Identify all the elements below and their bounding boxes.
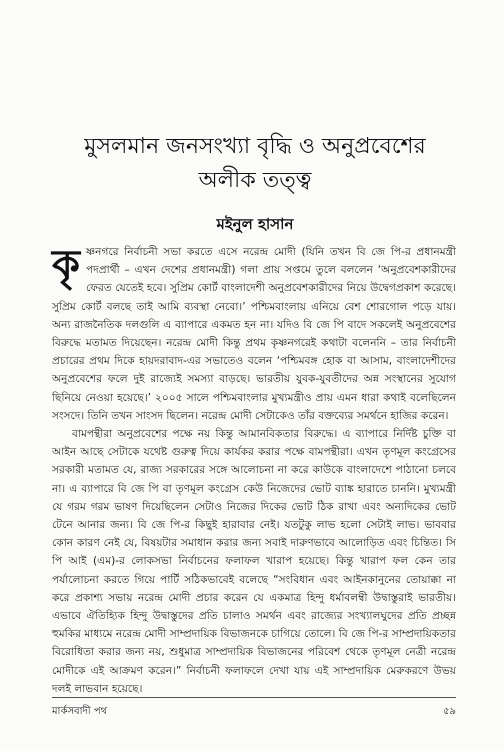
journal-name: মার্কসবাদী পথ bbox=[52, 706, 108, 717]
author-name: মইনুল হাসান bbox=[216, 215, 294, 233]
drop-cap: কৃ bbox=[52, 242, 80, 288]
paragraph-1 bbox=[52, 243, 456, 425]
title-line-1: মুসলমান জনসংখ্যা বৃদ্ধি ও অনুপ্রবেশের bbox=[84, 134, 426, 159]
paragraph-1-text: ষ্ণনগরে নির্বাচনী সভা করতে এসে নরেন্দ্র মোদী (যিনি তখন বি জে পি-র প্রধানমন্ত্রী পদপ্রার্থী – এখন দেশের প্রধানমন্ত্রী) গলা প্রায় সপ্তমে তুলে বললেন ‘অনুপ্রবেশকারীদের ফেরত যেতেই হবে। সুপ্রিম কোর্ট বাংলাদেশী অনুপ্রবেশকারীদের নিয়ে উদ্বেগপ্রকাশ করেছে। সুপ্রিম কোর্ট বলছে তাই আমি ব্যবস্থা নেবো।’ পশ্চিমবাংলায় এনিয়ে বেশ শোরগোল পড়ে যায়। অন্য রাজনৈতিক দলগুলি এ ব্যাপারে একমত হন না। যদিও বি জে পি বাদে সকলেই অনুপ্রবেশের বিরুদ্ধে মতামত দিয়েছেন। নরেন্দ্র মোদী কিন্তু প্রথম কৃষ্ণনগরেই কথাটা বলেননি – তার নির্বাচনী প্রচারের প্রথম দিকে হায়দরাবাদ-এর সভাতেও বলেন ‘পশ্চিমবঙ্গ হোক বা আসাম, বাংলাদেশীদের অনুপ্রবেশের ফলে দুই রাজ্যেই সমস্যা বাড়ছে। ভারতীয় যুবক-যুবতীদের অন্ন সংস্থানের সুযোগ ছিনিয়ে নেওয়া হয়েছে।’ ২০০৫ সালে পশ্চিমবাংলার মুখ্যমন্ত্রীও প্রায় এমন ধারা কথাই বলেছিলেন সংসদে। তিনি তখন সাংসদ ছিলেন। নরেন্দ্র মোদী সেটাকেও তাঁর বক্তব্যের সমর্থনে হাজির করেন। bbox=[52, 246, 456, 422]
article-body bbox=[52, 243, 456, 698]
footer-divider bbox=[52, 697, 456, 698]
paragraph-2: বামপন্থীরা অনুপ্রবেশের পক্ষে নয় কিন্তু আমানবিকতার বিরুদ্ধে। এ ব্যাপারে নির্দিষ্ট চুক্তি বা আইন আছে সেটাকে যথেষ্ট গুরুত্ব দিয়ে কার্যকর করার পক্ষে বামপন্থীরা। এখন তৃণমূল কংগ্রেসের সরকারী মতামত যে, রাজ্য সরকারের সঙ্গে আলোচনা না করে কাউকে বাংলাদেশে পাঠানো চলবে না। এ ব্যাপারে বি জে পি বা তৃণমূল কংগ্রেস কেউ নিজেদের ভোট ব্যাঙ্ক হারাতে চাননি। মুখ্যমন্ত্রী যে গরম গরম ভাষণ দিয়েছিলেন সেটাও নিজের দিকের ভোট ঠিক রাখা এবং অন্যদিকের ভোট টেনে আনার জন্য। বি জে পি-র কিছুই হারাবার নেই। যতটুকু লাভ হলো সেটাই লাভ। ভাববার কোন কারণ নেই যে, বিষয়টার সমাধান করার জন্য সবাই দারুণভাবে আলোড়িত এবং চিন্তিত। সি পি আই (এম)-র লোকসভা নির্বাচনের ফলাফল খারাপ হয়েছে। কিন্তু খারাপ ফল কেন তার পর্যালোচনা করতে গিয়ে পার্টি সঠিকভাবেই বলেছে “সংবিধান এবং আইনকানুনের তোয়াক্কা না করে প্রকাশ্য সভায় নরেন্দ্র মোদী প্রচার করেন যে একমাত্র হিন্দু ধর্মাবলম্বী উদ্বাস্তুরাই ভারতীয়। এভাবে ঐতিহ্যিক হিন্দু উদ্বাস্তুদের প্রতি চালাও সমর্থন এবং রাজ্যের সংখ্যালঘুদের প্রতি প্রচ্ছন্ন হুমকির মাধ্যমে নরেন্দ্র মোদী সাম্প্রদায়িক বিভাজনকে চাগিয়ে তোলে। বি জে পি-র সাম্প্রদায়িকতার বিরোধিতা করার জন্য নয়, শুধুমাত্র সাম্প্রদায়িক বিভাজনের পরিবেশ থেকে তৃণমূল নেত্রী নরেন্দ্র মোদীকে এই আক্রমণ করেন।” নির্বাচনী ফলাফলে দেখা যায় এই সাম্প্রদায়িক মেরুকরণে উভয় দলই লাভবান হয়েছে। bbox=[52, 428, 456, 695]
article-title bbox=[60, 130, 450, 198]
page-number: ৫৯ bbox=[443, 706, 456, 717]
title-line-2: অলীক তত্ত্ব bbox=[198, 168, 312, 193]
